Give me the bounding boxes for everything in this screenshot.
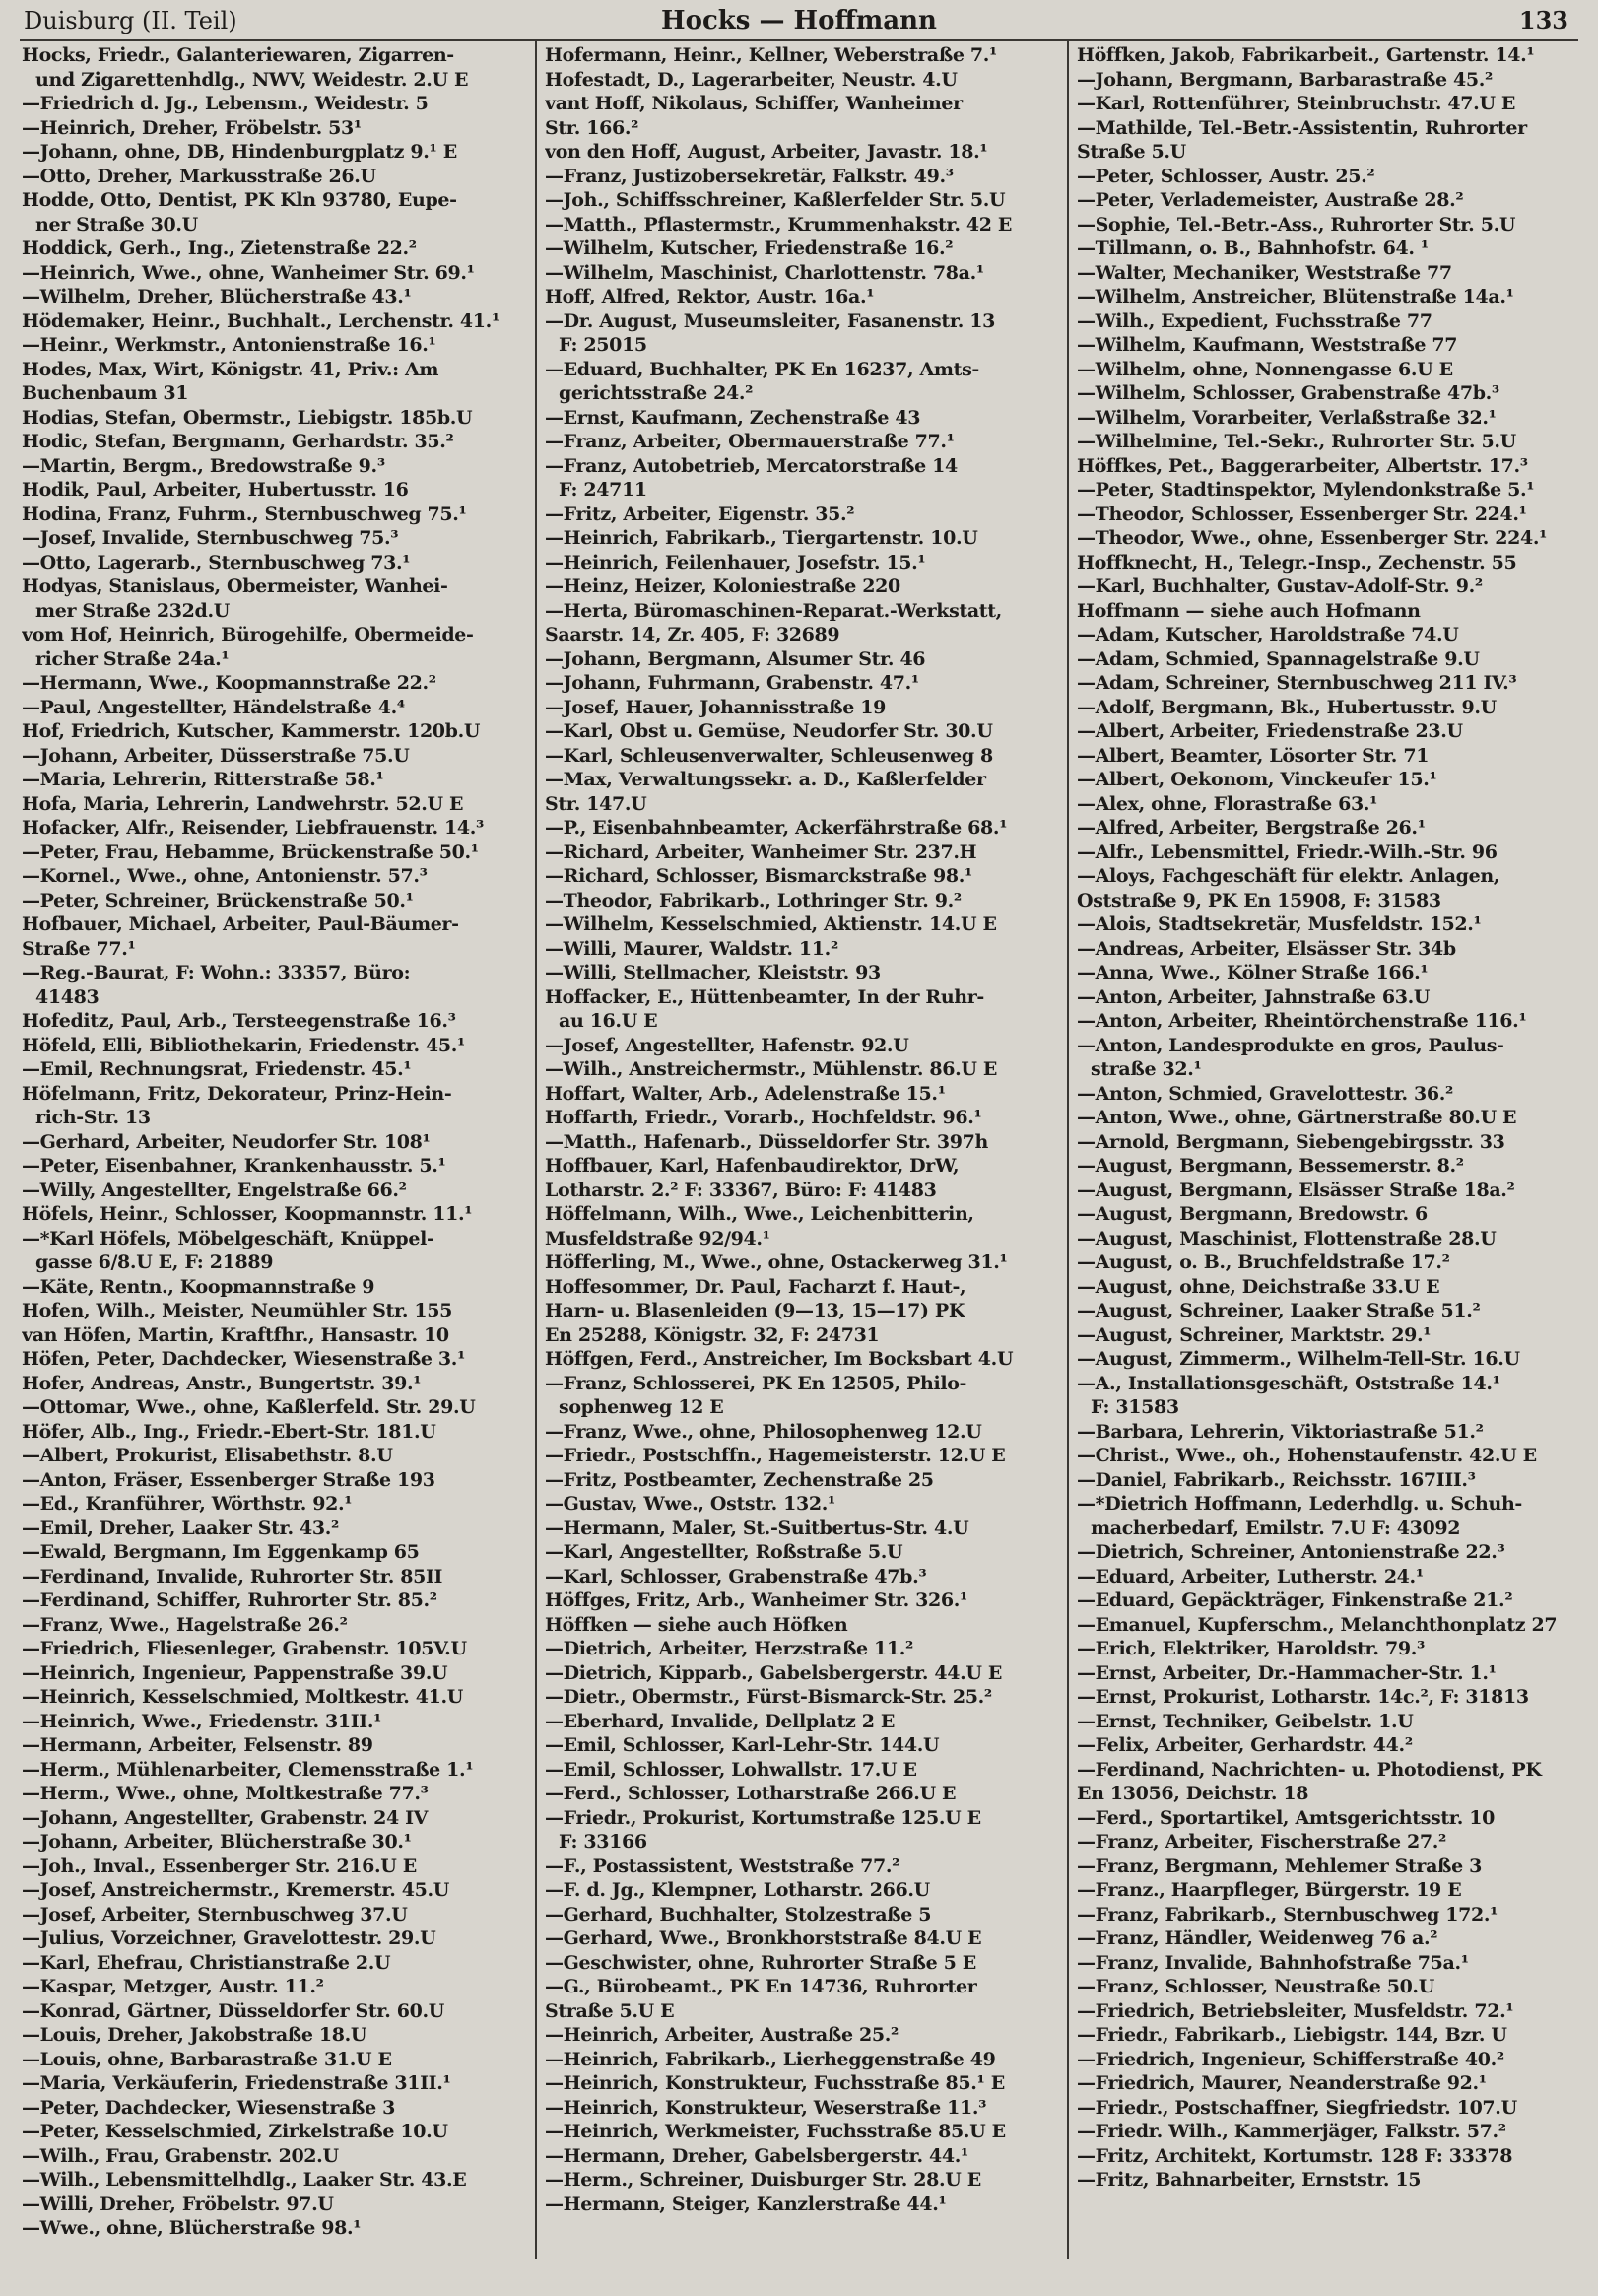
directory-entry-line: —Peter, Dachdecker, Wiesenstraße 3 bbox=[22, 2096, 395, 2119]
directory-entry-line: —F. d. Jg., Klempner, Lotharstr. 266.U bbox=[545, 1879, 930, 1901]
directory-entry-line: —Anton, Arbeiter, Rheintörchenstraße 116.¹ bbox=[1077, 1010, 1527, 1032]
directory-entry-line: —Martin, Bergm., Bredowstraße 9.³ bbox=[22, 454, 385, 477]
directory-entry-line: Musfeldstraße 92/94.¹ bbox=[545, 1227, 770, 1249]
directory-entry-line: —Anton, Schmied, Gravelottestr. 36.² bbox=[1077, 1082, 1454, 1105]
directory-entry-line: Hocks, Friedr., Galanteriewaren, Zigarren- bbox=[22, 44, 454, 66]
directory-column-3 bbox=[1077, 43, 1587, 2193]
directory-entry-line: Hodes, Max, Wirt, Königstr. 41, Priv.: Am bbox=[22, 358, 439, 380]
directory-entry-line: —Maria, Verkäuferin, Friedenstraße 31II.¹ bbox=[22, 2072, 451, 2094]
directory-entry-line: —Dietrich, Schreiner, Antonienstraße 22.³ bbox=[1077, 1541, 1505, 1563]
directory-entry-line: Hodina, Franz, Fuhrm., Sternbuschweg 75.¹ bbox=[22, 503, 467, 525]
directory-entry-line: —Anton, Landesprodukte en gros, Paulus- bbox=[1077, 1034, 1504, 1056]
directory-entry-line: —Louis, Dreher, Jakobstraße 18.U bbox=[22, 2024, 367, 2046]
directory-entry-line: F: 31583 bbox=[1091, 1396, 1179, 1418]
directory-entry-line: —Gustav, Wwe., Oststr. 132.¹ bbox=[545, 1493, 835, 1515]
directory-entry-line: —Käte, Rentn., Koopmannstraße 9 bbox=[22, 1275, 375, 1298]
directory-entry-line: —Dr. August, Museumsleiter, Fasanenstr. 13 bbox=[545, 309, 996, 332]
directory-entry-line: Höffgen, Ferd., Anstreicher, Im Bocksbart 4.U bbox=[545, 1348, 1014, 1370]
directory-entry-line: —Matth., Hafenarb., Düsseldorfer Str. 397h bbox=[545, 1130, 988, 1153]
directory-entry-line: —Anton, Arbeiter, Jahnstraße 63.U bbox=[1077, 985, 1431, 1008]
directory-entry-line: —Adam, Schreiner, Sternbuschweg 211 IV.³ bbox=[1077, 672, 1517, 694]
directory-entry-line: —Josef, Angestellter, Hafenstr. 92.U bbox=[545, 1034, 909, 1056]
directory-entry-line: —Felix, Arbeiter, Gerhardstr. 44.² bbox=[1077, 1734, 1413, 1756]
directory-entry-line: Hodyas, Stanislaus, Obermeister, Wanhei- bbox=[22, 575, 448, 597]
directory-entry-line: —Adam, Kutscher, Haroldstraße 74.U bbox=[1077, 624, 1459, 645]
directory-entry-line: —Willi, Stellmacher, Kleiststr. 93 bbox=[545, 962, 881, 983]
directory-entry-line: —Peter, Schlosser, Austr. 25.² bbox=[1077, 165, 1375, 187]
directory-entry-line: —Fritz, Architekt, Kortumstr. 128 F: 33378 bbox=[1077, 2144, 1513, 2167]
directory-entry-line: —Ernst, Techniker, Geibelstr. 1.U bbox=[1077, 1710, 1414, 1732]
directory-entry-line: —Richard, Arbeiter, Wanheimer Str. 237.H bbox=[545, 841, 977, 863]
directory-entry-line: —Albert, Beamter, Lösorter Str. 71 bbox=[1077, 744, 1430, 767]
directory-entry-line: vant Hoff, Nikolaus, Schiffer, Wanheimer bbox=[545, 93, 963, 114]
directory-entry-line: —Heinrich, Dreher, Fröbelstr. 53¹ bbox=[22, 116, 362, 139]
directory-entry-line: —Emil, Schlosser, Karl-Lehr-Str. 144.U bbox=[545, 1734, 940, 1756]
directory-entry-line: —Ferd., Schlosser, Lotharstraße 266.U E bbox=[545, 1783, 957, 1804]
directory-entry-line: Hofermann, Heinr., Kellner, Weberstraße 7.¹ bbox=[545, 44, 998, 66]
directory-entry-line: —August, Bergmann, Bessemerstr. 8.² bbox=[1077, 1155, 1464, 1177]
directory-entry-line: —Ferdinand, Schiffer, Ruhrorter Str. 85.² bbox=[22, 1589, 437, 1611]
directory-entry-line: —Peter, Eisenbahner, Krankenhausstr. 5.¹ bbox=[22, 1155, 446, 1177]
directory-entry-line: van Höfen, Martin, Kraftfhr., Hansastr. 10 bbox=[22, 1323, 449, 1346]
directory-entry-line: —Herm., Wwe., ohne, Moltkestraße 77.³ bbox=[22, 1783, 429, 1804]
directory-entry-line: —Anton, Fräser, Essenberger Straße 193 bbox=[22, 1468, 435, 1491]
directory-entry-line: —Arnold, Bergmann, Siebengebirgsstr. 33 bbox=[1077, 1130, 1505, 1153]
directory-entry-line: Hoffmann — siehe auch Hofmann bbox=[1077, 599, 1421, 622]
directory-entry-line: —Erich, Elektriker, Haroldstr. 79.³ bbox=[1077, 1638, 1425, 1659]
directory-entry-line: —Franz, Wwe., ohne, Philosophenweg 12.U bbox=[545, 1420, 982, 1443]
header-rule bbox=[20, 39, 1578, 41]
directory-entry-line: —August, ohne, Deichstraße 33.U E bbox=[1077, 1275, 1440, 1298]
directory-entry-line: —Karl, Buchhalter, Gustav-Adolf-Str. 9.² bbox=[1077, 575, 1483, 597]
directory-entry-line: ner Straße 30.U bbox=[35, 213, 198, 236]
directory-entry-line: —P., Eisenbahnbeamter, Ackerfährstraße 68.¹ bbox=[545, 817, 1008, 839]
directory-entry-line: —Otto, Dreher, Markusstraße 26.U bbox=[22, 165, 376, 187]
directory-entry-line: —Johann, Fuhrmann, Grabenstr. 47.¹ bbox=[545, 672, 919, 694]
directory-entry-line: —Anna, Wwe., Kölner Straße 166.¹ bbox=[1077, 962, 1429, 983]
directory-entry-line: —Geschwister, ohne, Ruhrorter Straße 5 E bbox=[545, 1951, 976, 1974]
page-number: 133 bbox=[1518, 6, 1568, 34]
directory-entry-line: —Eduard, Gepäckträger, Finkenstraße 21.² bbox=[1077, 1589, 1513, 1611]
directory-entry-line: —Alois, Stadtsekretär, Musfeldstr. 152.¹ bbox=[1077, 913, 1482, 935]
directory-entry-line: Hofeditz, Paul, Arb., Tersteegenstraße 16.³ bbox=[22, 1010, 456, 1032]
directory-entry-line: Straße 5.U E bbox=[545, 1999, 675, 2022]
directory-entry-line: Hodik, Paul, Arbeiter, Hubertusstr. 16 bbox=[22, 479, 409, 501]
directory-entry-line: —Alfr., Lebensmittel, Friedr.-Wilh.-Str. 96 bbox=[1077, 841, 1498, 863]
directory-entry-line: —Friedr., Prokurist, Kortumstraße 125.U E bbox=[545, 1806, 981, 1829]
directory-entry-line: —Eduard, Arbeiter, Lutherstr. 24.¹ bbox=[1077, 1565, 1424, 1587]
directory-entry-line: —F., Postassistent, Weststraße 77.² bbox=[545, 1855, 900, 1877]
directory-entry-line: —Karl, Schleusenverwalter, Schleusenweg 8 bbox=[545, 744, 993, 767]
directory-entry-line: —Friedr., Postschffn., Hagemeisterstr. 12.U E bbox=[545, 1445, 1006, 1466]
directory-entry-line: —Franz, Invalide, Bahnhofstraße 75a.¹ bbox=[1077, 1951, 1469, 1974]
directory-entry-line: Hodic, Stefan, Bergmann, Gerhardstr. 35.² bbox=[22, 431, 454, 452]
directory-entry-line: Hoddick, Gerh., Ing., Zietenstraße 22.² bbox=[22, 237, 417, 259]
directory-entry-line: —Herm., Mühlenarbeiter, Clemensstraße 1.¹ bbox=[22, 1758, 474, 1781]
directory-entry-line: —Karl, Ehefrau, Christianstraße 2.U bbox=[22, 1951, 391, 1974]
directory-entry-line: —Heinz, Heizer, Koloniestraße 220 bbox=[545, 575, 900, 597]
directory-entry-line: —Willi, Dreher, Fröbelstr. 97.U bbox=[22, 2193, 334, 2215]
directory-entry-line: —Karl, Obst u. Gemüse, Neudorfer Str. 30.U bbox=[545, 720, 993, 742]
directory-entry-line: —Ferd., Sportartikel, Amtsgerichtsstr. 10 bbox=[1077, 1806, 1495, 1829]
directory-entry-line: gasse 6/8.U E, F: 21889 bbox=[35, 1251, 274, 1273]
directory-entry-line: —Emil, Dreher, Laaker Str. 43.² bbox=[22, 1517, 339, 1539]
directory-entry-line: —August, Schreiner, Marktstr. 29.¹ bbox=[1077, 1323, 1432, 1346]
directory-entry-line: Höfelmann, Fritz, Dekorateur, Prinz-Hein- bbox=[22, 1082, 452, 1105]
directory-entry-line: —Matth., Pflastermstr., Krummenhakstr. 42 E bbox=[545, 213, 1012, 236]
directory-entry-line: Hoffbauer, Karl, Hafenbaudirektor, DrW, bbox=[545, 1155, 960, 1177]
directory-entry-line: —Hermann, Maler, St.-Suitbertus-Str. 4.U bbox=[545, 1517, 969, 1539]
directory-entry-line: —Richard, Schlosser, Bismarckstraße 98.¹ bbox=[545, 865, 973, 887]
directory-entry-line: —Franz, Händler, Weidenweg 76 a.² bbox=[1077, 1927, 1438, 1949]
directory-entry-line: —Wilhelm, Kaufmann, Weststraße 77 bbox=[1077, 334, 1458, 356]
directory-entry-line: —Wilhelm, Kutscher, Friedenstraße 16.² bbox=[545, 237, 954, 259]
directory-entry-line: —Josef, Invalide, Sternbuschweg 75.³ bbox=[22, 527, 399, 549]
directory-entry-line: —Johann, Bergmann, Barbarastraße 45.² bbox=[1077, 68, 1494, 91]
directory-entry-line: —Julius, Vorzeichner, Gravelottestr. 29.U bbox=[22, 1927, 436, 1949]
directory-entry-line: —Heinrich, Wwe., ohne, Wanheimer Str. 69.¹ bbox=[22, 261, 475, 284]
directory-entry-line: Hofacker, Alfr., Reisender, Liebfrauenstr. 14.³ bbox=[22, 817, 485, 839]
directory-entry-line: —Kaspar, Metzger, Austr. 11.² bbox=[22, 1976, 324, 1997]
directory-entry-line: Hofer, Andreas, Anstr., Bungertstr. 39.¹ bbox=[22, 1372, 422, 1394]
directory-entry-line: —Albert, Oekonom, Vinckeufer 15.¹ bbox=[1077, 769, 1437, 790]
running-head-city: Duisburg (II. Teil) bbox=[24, 7, 237, 34]
directory-entry-line: —Reg.-Baurat, F: Wohn.: 33357, Büro: bbox=[22, 962, 411, 983]
directory-entry-line: rich-Str. 13 bbox=[35, 1107, 151, 1128]
directory-entry-line: Harn- u. Blasenleiden (9—13, 15—17) PK bbox=[545, 1300, 965, 1321]
directory-entry-line: —Karl, Schlosser, Grabenstraße 47b.³ bbox=[545, 1565, 927, 1587]
directory-entry-line: —Theodor, Wwe., ohne, Essenberger Str. 224.¹ bbox=[1077, 527, 1548, 549]
directory-entry-line: F: 33166 bbox=[559, 1831, 647, 1853]
directory-entry-line: —Eduard, Buchhalter, PK En 16237, Amts- bbox=[545, 358, 979, 380]
directory-entry-line: Hodias, Stefan, Obermstr., Liebigstr. 185b.U bbox=[22, 406, 473, 429]
directory-entry-line: —Wilhelm, Anstreicher, Blütenstraße 14a.¹ bbox=[1077, 286, 1514, 307]
directory-entry-line: —Herta, Büromaschinen-Reparat.-Werkstatt, bbox=[545, 599, 1002, 622]
directory-entry-line: —Heinrich, Kesselschmied, Moltkestr. 41.U bbox=[22, 1686, 463, 1708]
directory-entry-line: Hoffacker, E., Hüttenbeamter, In der Ruhr- bbox=[545, 985, 984, 1008]
directory-entry-line: F: 24711 bbox=[559, 479, 647, 501]
directory-entry-line: gerichtsstraße 24.² bbox=[559, 382, 754, 404]
directory-entry-line: von den Hoff, August, Arbeiter, Javastr. 18.¹ bbox=[545, 141, 988, 163]
directory-entry-line: —Franz, Justizobersekretär, Falkstr. 49.³ bbox=[545, 165, 954, 187]
directory-entry-line: Höfeld, Elli, Bibliothekarin, Friedenstr. 45.¹ bbox=[22, 1034, 465, 1056]
directory-entry-line: Str. 147.U bbox=[545, 792, 647, 815]
directory-entry-line: Höffges, Fritz, Arb., Wanheimer Str. 326.¹ bbox=[545, 1589, 967, 1611]
directory-entry-line: —Fritz, Postbeamter, Zechenstraße 25 bbox=[545, 1468, 934, 1491]
directory-entry-line: —August, Bergmann, Bredowstr. 6 bbox=[1077, 1203, 1428, 1225]
directory-entry-line: —Peter, Frau, Hebamme, Brückenstraße 50.¹ bbox=[22, 841, 479, 863]
directory-entry-line: Hoffknecht, H., Telegr.-Insp., Zechenstr. 55 bbox=[1077, 551, 1517, 574]
directory-entry-line: Hof, Friedrich, Kutscher, Kammerstr. 120b.U bbox=[22, 720, 481, 742]
directory-entry-line: —Franz, Autobetrieb, Mercatorstraße 14 bbox=[545, 454, 958, 477]
directory-entry-line: —Ernst, Prokurist, Lotharstr. 14c.², F: 31813 bbox=[1077, 1686, 1529, 1708]
directory-entry-line: En 13056, Deichstr. 18 bbox=[1077, 1783, 1309, 1804]
directory-entry-line: —Barbara, Lehrerin, Viktoriastraße 51.² bbox=[1077, 1420, 1484, 1443]
directory-entry-line: Straße 77.¹ bbox=[22, 937, 136, 960]
directory-entry-line: —Daniel, Fabrikarb., Reichsstr. 167III.³ bbox=[1077, 1468, 1476, 1491]
directory-entry-line: macherbedarf, Emilstr. 7.U F: 43092 bbox=[1091, 1517, 1461, 1539]
directory-entry-line: —Gerhard, Arbeiter, Neudorfer Str. 108¹ bbox=[22, 1130, 431, 1153]
directory-entry-line: —Friedrich, Maurer, Neanderstraße 92.¹ bbox=[1077, 2072, 1487, 2094]
directory-entry-line: —Heinrich, Arbeiter, Austraße 25.² bbox=[545, 2024, 899, 2046]
directory-entry-line: —Johann, Arbeiter, Blücherstraße 30.¹ bbox=[22, 1831, 412, 1853]
directory-entry-line: Höfferling, M., Wwe., ohne, Ostackerweg 31.¹ bbox=[545, 1251, 1008, 1273]
directory-entry-line: Hofestadt, D., Lagerarbeiter, Neustr. 4.U bbox=[545, 68, 958, 91]
directory-entry-line: Höfer, Alb., Ing., Friedr.-Ebert-Str. 181.U bbox=[22, 1420, 436, 1443]
directory-entry-line: —A., Installationsgeschäft, Oststraße 14.¹ bbox=[1077, 1372, 1500, 1394]
directory-entry-line: —Wilhelm, Vorarbeiter, Verlaßstraße 32.¹ bbox=[1077, 406, 1497, 429]
directory-entry-line: —August, Bergmann, Elsässer Straße 18a.² bbox=[1077, 1179, 1515, 1201]
directory-entry-line: —Heinrich, Feilenhauer, Josefstr. 15.¹ bbox=[545, 551, 926, 574]
directory-entry-line: En 25288, Königstr. 32, F: 24731 bbox=[545, 1323, 880, 1346]
directory-entry-line: —Joh., Schiffsschreiner, Kaßlerfelder Str. 5.U bbox=[545, 189, 1006, 211]
directory-entry-line: —Paul, Angestellter, Händelstraße 4.⁴ bbox=[22, 696, 405, 718]
directory-entry-line: —Friedrich d. Jg., Lebensm., Weidestr. 5 bbox=[22, 93, 429, 114]
directory-column-1 bbox=[22, 43, 532, 2241]
directory-entry-line: —Anton, Wwe., ohne, Gärtnerstraße 80.U E bbox=[1077, 1107, 1517, 1128]
directory-entry-line: —Friedr. Wilh., Kammerjäger, Falkstr. 57.² bbox=[1077, 2121, 1506, 2142]
directory-entry-line: —Adolf, Bergmann, Bk., Hubertusstr. 9.U bbox=[1077, 696, 1497, 718]
directory-entry-line: —Louis, ohne, Barbarastraße 31.U E bbox=[22, 2048, 392, 2070]
directory-entry-line: —Friedr., Postschaffner, Siegfriedstr. 107.U bbox=[1077, 2096, 1517, 2119]
directory-entry-line: —Hermann, Arbeiter, Felsenstr. 89 bbox=[22, 1734, 373, 1756]
directory-entry-line: —G., Bürobeamt., PK En 14736, Ruhrorter bbox=[545, 1976, 977, 1997]
directory-entry-line: —August, Schreiner, Laaker Straße 51.² bbox=[1077, 1300, 1481, 1321]
directory-entry-line: —Franz, Bergmann, Mehlemer Straße 3 bbox=[1077, 1855, 1483, 1877]
directory-entry-line: —Hermann, Wwe., Koopmannstraße 22.² bbox=[22, 672, 436, 694]
directory-entry-line: Höffken — siehe auch Höfken bbox=[545, 1613, 848, 1636]
directory-entry-line: —Wilhelmine, Tel.-Sekr., Ruhrorter Str. 5.U bbox=[1077, 431, 1516, 452]
directory-entry-line: —Ferdinand, Nachrichten- u. Photodienst, PK bbox=[1077, 1758, 1542, 1781]
directory-entry-line: Hofen, Wilh., Meister, Neumühler Str. 155 bbox=[22, 1300, 453, 1321]
directory-entry-line: —August, Maschinist, Flottenstraße 28.U bbox=[1077, 1227, 1497, 1249]
directory-entry-line: vom Hof, Heinrich, Bürogehilfe, Obermeide- bbox=[22, 624, 474, 645]
directory-entry-line: —Franz, Fabrikarb., Sternbuschweg 172.¹ bbox=[1077, 1903, 1498, 1925]
directory-entry-line: —Christ., Wwe., oh., Hohenstaufenstr. 42.U E bbox=[1077, 1445, 1537, 1466]
directory-entry-line: —Hermann, Dreher, Gabelsbergerstr. 44.¹ bbox=[545, 2144, 968, 2167]
directory-entry-line: —Josef, Arbeiter, Sternbuschweg 37.U bbox=[22, 1903, 408, 1925]
directory-entry-line: —Heinrich, Konstrukteur, Fuchsstraße 85.¹ E bbox=[545, 2072, 1005, 2094]
directory-entry-line: —Wilhelm, Schlosser, Grabenstraße 47b.³ bbox=[1077, 382, 1499, 404]
directory-entry-line: —Heinrich, Werkmeister, Fuchsstraße 85.U E bbox=[545, 2121, 1006, 2142]
directory-entry-line: —Konrad, Gärtner, Düsseldorfer Str. 60.U bbox=[22, 1999, 444, 2022]
directory-entry-line: —Wilh., Lebensmittelhdlg., Laaker Str. 43.E bbox=[22, 2169, 467, 2191]
directory-entry-line: —Dietrich, Arbeiter, Herzstraße 11.² bbox=[545, 1638, 914, 1659]
directory-entry-line: —Ed., Kranführer, Wörthstr. 92.¹ bbox=[22, 1493, 353, 1515]
directory-entry-line: —Johann, Angestellter, Grabenstr. 24 IV bbox=[22, 1806, 429, 1829]
directory-entry-line: —Peter, Schreiner, Brückenstraße 50.¹ bbox=[22, 889, 414, 912]
directory-entry-line: —Joh., Inval., Essenberger Str. 216.U E bbox=[22, 1855, 417, 1877]
directory-entry-line: Straße 5.U bbox=[1077, 141, 1186, 163]
directory-entry-line: Hodde, Otto, Dentist, PK Kln 93780, Eupe- bbox=[22, 189, 457, 211]
directory-entry-line: —Friedr., Fabrikarb., Liebigstr. 144, Bzr. U bbox=[1077, 2024, 1507, 2046]
directory-entry-line: Str. 166.² bbox=[545, 116, 639, 139]
directory-column-2 bbox=[545, 43, 1055, 2216]
directory-entry-line: —Friedrich, Ingenieur, Schifferstraße 40.² bbox=[1077, 2048, 1504, 2070]
column-divider bbox=[535, 41, 537, 2259]
directory-entry-line: Höffelmann, Wilh., Wwe., Leichenbitterin, bbox=[545, 1203, 974, 1225]
directory-entry-line: —Adam, Schmied, Spannagelstraße 9.U bbox=[1077, 647, 1480, 670]
directory-entry-line: —Theodor, Schlosser, Essenberger Str. 224.¹ bbox=[1077, 503, 1527, 525]
directory-entry-line: —Friedrich, Betriebsleiter, Musfeldstr. 72.¹ bbox=[1077, 1999, 1514, 2022]
directory-entry-line: —Alex, ohne, Florastraße 63.¹ bbox=[1077, 792, 1378, 815]
directory-entry-line: —Johann, Arbeiter, Düsserstraße 75.U bbox=[22, 744, 410, 767]
directory-entry-line: —Tillmann, o. B., Bahnhofstr. 64. ¹ bbox=[1077, 237, 1429, 259]
directory-entry-line: —Wilh., Frau, Grabenstr. 202.U bbox=[22, 2144, 339, 2167]
directory-entry-line: —Fritz, Bahnarbeiter, Ernststr. 15 bbox=[1077, 2169, 1422, 2191]
directory-entry-line: Höffken, Jakob, Fabrikarbeit., Gartenstr. 14.¹ bbox=[1077, 44, 1535, 66]
directory-entry-line: —Willy, Angestellter, Engelstraße 66.² bbox=[22, 1179, 407, 1201]
directory-entry-line: —Albert, Arbeiter, Friedenstraße 23.U bbox=[1077, 720, 1463, 742]
directory-entry-line: 41483 bbox=[35, 985, 100, 1008]
directory-entry-line: —Emil, Schlosser, Lohwallstr. 17.U E bbox=[545, 1758, 917, 1781]
directory-entry-line: Hofbauer, Michael, Arbeiter, Paul-Bäumer- bbox=[22, 913, 459, 935]
directory-entry-line: Hoffarth, Friedr., Vorarb., Hochfeldstr. 96.¹ bbox=[545, 1107, 982, 1128]
directory-entry-line: —Wilhelm, Dreher, Blücherstraße 43.¹ bbox=[22, 286, 412, 307]
directory-entry-line: —Wilh., Expedient, Fuchsstraße 77 bbox=[1077, 309, 1432, 332]
directory-entry-line: —Emanuel, Kupferschm., Melanchthonplatz 27 bbox=[1077, 1613, 1558, 1636]
directory-entry-line: richer Straße 24a.¹ bbox=[35, 647, 230, 670]
directory-entry-line: —Kornel., Wwe., ohne, Antonienstr. 57.³ bbox=[22, 865, 428, 887]
directory-entry-line: —Heinrich, Konstrukteur, Weserstraße 11.³ bbox=[545, 2096, 987, 2119]
directory-entry-line: sophenweg 12 E bbox=[559, 1396, 724, 1418]
directory-entry-line: —Otto, Lagerarb., Sternbuschweg 73.¹ bbox=[22, 551, 411, 574]
directory-entry-line: —Eberhard, Invalide, Dellplatz 2 E bbox=[545, 1710, 896, 1732]
directory-entry-line: —Gerhard, Wwe., Bronkhorststraße 84.U E bbox=[545, 1927, 982, 1949]
directory-entry-line: —*Karl Höfels, Möbelgeschäft, Knüppel- bbox=[22, 1227, 434, 1249]
directory-entry-line: Höffkes, Pet., Baggerarbeiter, Albertstr. 17.³ bbox=[1077, 454, 1528, 477]
directory-entry-line: —Wilh., Anstreichermstr., Mühlenstr. 86.U E bbox=[545, 1058, 998, 1080]
directory-entry-line: Hoff, Alfred, Rektor, Austr. 16a.¹ bbox=[545, 286, 875, 307]
directory-entry-line: straße 32.¹ bbox=[1091, 1058, 1202, 1080]
directory-entry-line: —Emil, Rechnungsrat, Friedenstr. 45.¹ bbox=[22, 1058, 412, 1080]
directory-entry-line: —Heinrich, Ingenieur, Pappenstraße 39.U bbox=[22, 1661, 448, 1684]
directory-entry-line: Buchenbaum 31 bbox=[22, 382, 189, 404]
directory-entry-line: —Friedrich, Fliesenleger, Grabenstr. 105V.U bbox=[22, 1638, 467, 1659]
directory-entry-line: Höfen, Peter, Dachdecker, Wiesenstraße 3.¹ bbox=[22, 1348, 466, 1370]
directory-entry-line: —Karl, Rottenführer, Steinbruchstr. 47.U E bbox=[1077, 93, 1516, 114]
directory-entry-line: —Heinrich, Wwe., Friedenstr. 31II.¹ bbox=[22, 1710, 382, 1732]
directory-entry-line: Oststraße 9, PK En 15908, F: 31583 bbox=[1077, 889, 1441, 912]
directory-entry-line: —Franz, Schlosser, Neustraße 50.U bbox=[1077, 1976, 1434, 1997]
directory-entry-line: —*Dietrich Hoffmann, Lederhdlg. u. Schuh- bbox=[1077, 1493, 1522, 1515]
directory-entry-line: —Heinrich, Fabrikarb., Lierheggenstraße 49 bbox=[545, 2048, 996, 2070]
directory-entry-line: —Ferdinand, Invalide, Ruhrorter Str. 85II bbox=[22, 1565, 443, 1587]
directory-entry-line: —Johann, Bergmann, Alsumer Str. 46 bbox=[545, 647, 926, 670]
page-heading: Hocks — Hoffmann bbox=[661, 6, 937, 35]
directory-entry-line: —Wilhelm, Maschinist, Charlottenstr. 78a.¹ bbox=[545, 261, 984, 284]
directory-entry-line: —Franz, Arbeiter, Obermauerstraße 77.¹ bbox=[545, 431, 955, 452]
directory-entry-line: —Ernst, Kaufmann, Zechenstraße 43 bbox=[545, 406, 921, 429]
directory-entry-line: Hofa, Maria, Lehrerin, Landwehrstr. 52.U E bbox=[22, 792, 464, 815]
directory-entry-line: Hoffart, Walter, Arb., Adelenstraße 15.¹ bbox=[545, 1082, 946, 1105]
directory-entry-line: —Josef, Hauer, Johannisstraße 19 bbox=[545, 696, 886, 718]
directory-entry-line: —Dietrich, Kipparb., Gabelsbergerstr. 44.U E bbox=[545, 1661, 1003, 1684]
directory-entry-line: —Andreas, Arbeiter, Elsässer Str. 34b bbox=[1077, 937, 1456, 960]
directory-entry-line: —Ottomar, Wwe., ohne, Kaßlerfeld. Str. 29.U bbox=[22, 1396, 476, 1418]
directory-entry-line: —Heinrich, Fabrikarb., Tiergartenstr. 10.U bbox=[545, 527, 978, 549]
directory-entry-line: Hödemaker, Heinr., Buchhalt., Lerchenstr. 41.¹ bbox=[22, 309, 499, 332]
directory-entry-line: —Karl, Angestellter, Roßstraße 5.U bbox=[545, 1541, 903, 1563]
directory-entry-line: —August, o. B., Bruchfeldstraße 17.² bbox=[1077, 1251, 1450, 1273]
directory-entry-line: —Wilhelm, ohne, Nonnengasse 6.U E bbox=[1077, 358, 1453, 380]
column-divider bbox=[1067, 41, 1069, 2259]
directory-entry-line: au 16.U E bbox=[559, 1010, 658, 1032]
directory-entry-line: —Max, Verwaltungssekr. a. D., Kaßlerfelder bbox=[545, 769, 986, 790]
directory-entry-line: —Mathilde, Tel.-Betr.-Assistentin, Ruhrorter bbox=[1077, 116, 1527, 139]
directory-entry-line: —August, Zimmerm., Wilhelm-Tell-Str. 16.U bbox=[1077, 1348, 1520, 1370]
directory-entry-line: Lotharstr. 2.² F: 33367, Büro: F: 41483 bbox=[545, 1179, 937, 1201]
directory-entry-line: —Alfred, Arbeiter, Bergstraße 26.¹ bbox=[1077, 817, 1426, 839]
directory-entry-line: —Heinr., Werkmstr., Antonienstraße 16.¹ bbox=[22, 334, 436, 356]
directory-entry-line: mer Straße 232d.U bbox=[35, 599, 230, 622]
directory-entry-line: —Willi, Maurer, Waldstr. 11.² bbox=[545, 937, 838, 960]
directory-entry-line: —Peter, Verlademeister, Austraße 28.² bbox=[1077, 189, 1464, 211]
directory-entry-line: —Josef, Anstreichermstr., Kremerstr. 45.U bbox=[22, 1879, 450, 1901]
directory-entry-line: —Sophie, Tel.-Betr.-Ass., Ruhrorter Str. 5.U bbox=[1077, 213, 1516, 236]
directory-entry-line: Saarstr. 14, Zr. 405, F: 32689 bbox=[545, 624, 840, 645]
directory-entry-line: —Aloys, Fachgeschäft für elektr. Anlagen, bbox=[1077, 865, 1500, 887]
directory-entry-line: —Franz, Schlosserei, PK En 12505, Philo- bbox=[545, 1372, 967, 1394]
directory-entry-line: —Peter, Stadtinspektor, Mylendonkstraße 5.¹ bbox=[1077, 479, 1535, 501]
directory-entry-line: F: 25015 bbox=[559, 334, 647, 356]
directory-entry-line: —Albert, Prokurist, Elisabethstr. 8.U bbox=[22, 1445, 393, 1466]
directory-entry-line: —Franz, Wwe., Hagelstraße 26.² bbox=[22, 1613, 348, 1636]
directory-entry-line: und Zigarettenhdlg., NWV, Weidestr. 2.U E bbox=[35, 68, 469, 91]
directory-entry-line: —Wilhelm, Kesselschmied, Aktienstr. 14.U E bbox=[545, 913, 997, 935]
directory-entry-line: —Ewald, Bergmann, Im Eggenkamp 65 bbox=[22, 1541, 420, 1563]
directory-entry-line: —Herm., Schreiner, Duisburger Str. 28.U E bbox=[545, 2169, 981, 2191]
directory-entry-line: —Peter, Kesselschmied, Zirkelstraße 10.U bbox=[22, 2121, 448, 2142]
directory-entry-line: Höfels, Heinr., Schlosser, Koopmannstr. 11.¹ bbox=[22, 1203, 473, 1225]
directory-entry-line: —Johann, ohne, DB, Hindenburgplatz 9.¹ E bbox=[22, 141, 457, 163]
directory-entry-line: —Walter, Mechaniker, Weststraße 77 bbox=[1077, 261, 1452, 284]
directory-entry-line: —Theodor, Fabrikarb., Lothringer Str. 9.² bbox=[545, 889, 962, 912]
directory-entry-line: —Dietr., Obermstr., Fürst-Bismarck-Str. 25.² bbox=[545, 1686, 992, 1708]
directory-entry-line: —Wwe., ohne, Blücherstraße 98.¹ bbox=[22, 2217, 362, 2239]
directory-entry-line: —Fritz, Arbeiter, Eigenstr. 35.² bbox=[545, 503, 855, 525]
directory-entry-line: —Gerhard, Buchhalter, Stolzestraße 5 bbox=[545, 1903, 932, 1925]
directory-entry-line: —Franz., Haarpfleger, Bürgerstr. 19 E bbox=[1077, 1879, 1462, 1901]
directory-entry-line: Hoffesommer, Dr. Paul, Facharzt f. Haut-, bbox=[545, 1275, 966, 1298]
directory-entry-line: —Franz, Arbeiter, Fischerstraße 27.² bbox=[1077, 1831, 1446, 1853]
directory-entry-line: —Hermann, Steiger, Kanzlerstraße 44.¹ bbox=[545, 2193, 947, 2215]
directory-entry-line: —Ernst, Arbeiter, Dr.-Hammacher-Str. 1.¹ bbox=[1077, 1661, 1497, 1684]
directory-entry-line: —Maria, Lehrerin, Ritterstraße 58.¹ bbox=[22, 769, 384, 790]
